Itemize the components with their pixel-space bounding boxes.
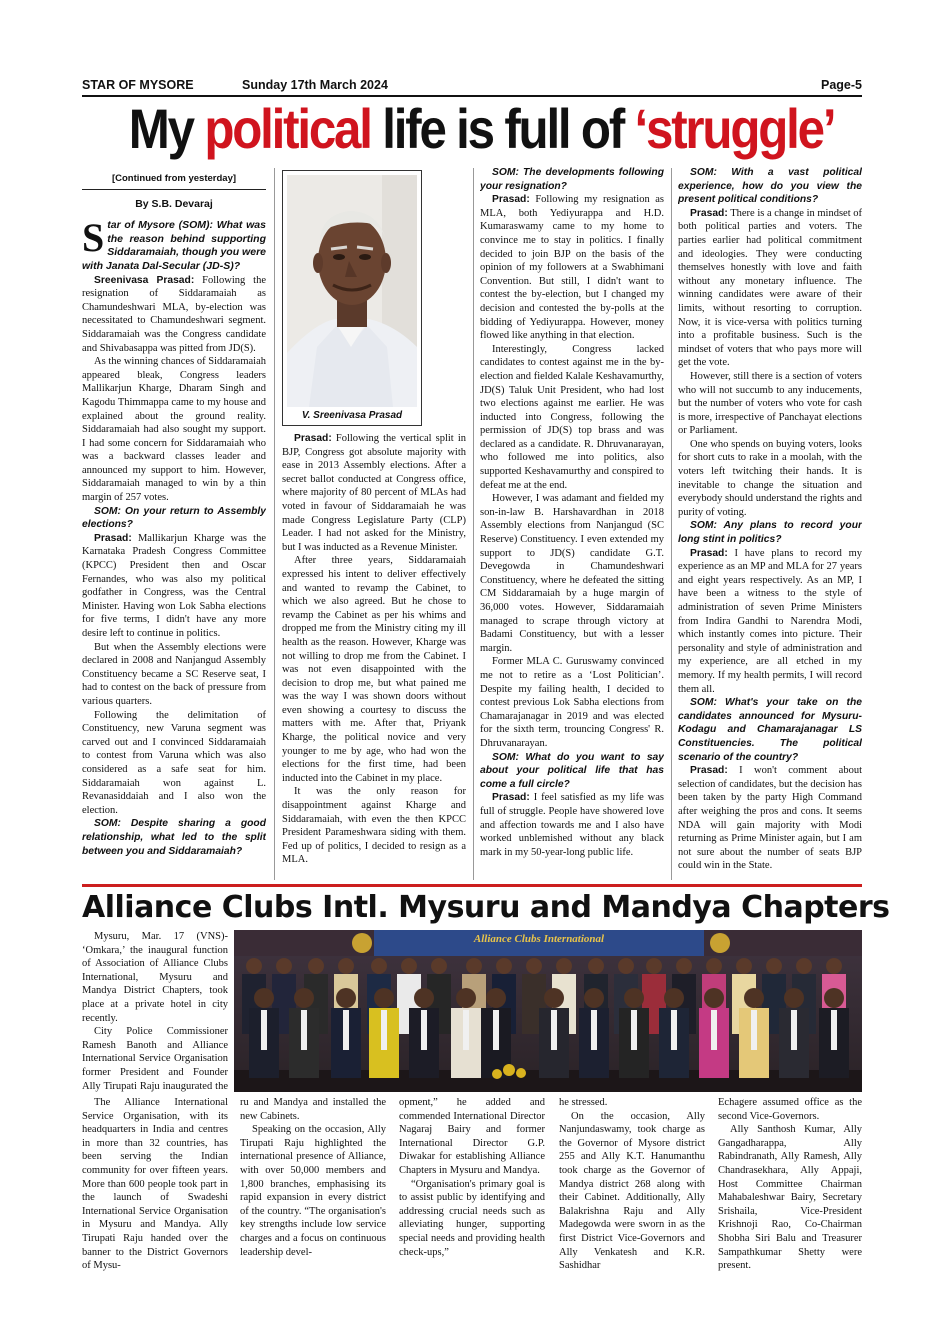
interview-question: SOM: What's your take on the candidates announced for Mysuru-Kodagu and Chamarajanagar LS Constituencies. The political scenario of the country? [678, 697, 862, 763]
person-head [431, 958, 447, 974]
banner-text: Alliance Clubs International [473, 933, 605, 945]
paragraph-text: Interestingly, Congress lacked candidates to contest against me in the by-election and fielded Kalale Keshavamurthy, JD(S) Taluk Unit President, who had lost two elections against me earlier. He was inducted into Congress, following the permission of JD(S) top brass and was declared as a candidate. R. Dhruvanarayan, who followed me into politics, also supported Keshavamurthy and conspired to defeat me at the end. [480, 343, 664, 491]
person-head [371, 958, 387, 974]
person-head [456, 988, 476, 1008]
person-head [544, 988, 564, 1008]
story2-column-5-body [718, 1096, 862, 1273]
paragraph: ru and Mandya and installed the new Cabinets. [240, 1097, 386, 1122]
paragraph: On the occasion, Ally Nanjundaswamy, took charge as the Governor of Mysore district 255 and Ally K.T. Hanumanthu took charge as the Governor of Mandya district 268 along with their Cabinet. Additionally, Ally Balakrishna Raju and Ally Madegowda were sworn in as the first District Vice-Governors and Ally Venkatesh and K.R. Sashidhar [559, 1110, 705, 1272]
column-rule [473, 168, 474, 880]
paragraph-text: But when the Assembly elections were declared in 2008 and Nanjangud Assembly Constituency became a SC Reserve seat, I had to contest on the back of pressure from various quarters. [82, 641, 266, 707]
main-headline [128, 96, 835, 162]
paragraph-text: One who spends on buying voters, looks for short cuts to rake in a moolah, with the voters left twitching their hands. It is inevitable to change the situation and everybody should understand the rights and purity of voting. [678, 438, 862, 518]
person-head [556, 958, 572, 974]
speaker-label: Prasad: [492, 792, 530, 804]
person-head [294, 988, 314, 1008]
person-head [308, 958, 324, 974]
shawl [301, 1010, 307, 1050]
article-column-4 [678, 166, 862, 884]
person-head [246, 958, 262, 974]
story2-column-1-cont [82, 1096, 228, 1276]
person-head [466, 958, 482, 974]
paragraph [82, 817, 266, 858]
section-divider [82, 884, 862, 887]
person-head [584, 988, 604, 1008]
paragraph [82, 709, 266, 818]
paragraph: Speaking on the occasion, Ally Tirupati Raju highlighted the international presence of Alliance, with over 50,000 members and 1,800 branches, emphasising its rapid expansion in every district of the country. “The organisation's key strengths include low service charges and a focus on continuous leadership devel- [240, 1124, 386, 1258]
person-head [826, 958, 842, 974]
shawl [421, 1010, 427, 1050]
story2-column-3-body [399, 1096, 545, 1259]
speaker-label: Prasad: [690, 207, 728, 219]
paragraph: City Police Commissioner Ramesh Banoth and Alliance International Service Organisation former President and Founder Ally Tirupati Raju inaugurated the [82, 1026, 228, 1092]
speaker-label: Prasad: [690, 547, 728, 559]
photo-caption: V. Sreenivasa Prasad [301, 410, 403, 421]
person-head [736, 958, 752, 974]
person-head [338, 958, 354, 974]
shawl [343, 1010, 349, 1050]
story2-column-2 [240, 1096, 386, 1276]
article-column-1 [82, 164, 266, 882]
paragraph [678, 438, 862, 520]
shawl [591, 1010, 597, 1050]
person-head [646, 958, 662, 974]
paragraph-text: After three years, Siddaramaiah expressed his intent to deliver effectively and wanted to revamp the Cabinet, to which we also agreed. But he chose to revamp the Cabinet as per his whims and dropped me from the Ministry citing my ill health as the reason. However, Kharge was not willing to drop me from the Cabinet. I was not even disappointed with the decision to drop me, but what pained me was the way I was shown doors without even showing a courtesy to discuss the matters with me. After that, Priyank Kharge, the political novice and very younger to me by age, who had won the elections for the first time, had been inducted into the Cabinet in my place. [282, 555, 466, 784]
paragraph-text: As the winning chances of Siddaramaiah appeared bleak, Congress leaders Mallikarjun Kharge, Dharam Singh and Kagodu Thimmappa came to my house and explained about the ground reality. Siddaramaiah had also sought my support. I had some concern for Siddaramaiah who was a backward classes leader and announced my support to him. However, Siddaramaiah managed to win by a thin margin of 257 votes. [82, 356, 266, 504]
column-2-body [282, 432, 466, 867]
headline-red1: political [204, 97, 371, 160]
person-head [618, 958, 634, 974]
continued-note: [Continued from yesterday] [82, 164, 266, 190]
story2-column-1-body [82, 930, 228, 1092]
dropcap: S [82, 215, 105, 261]
paragraph-text: Following the resignation of Siddaramaiah as Chamundeshwari MLA, by-election was necessitated to Chamundeshwari segment. Siddaramaiah was the Congress candidate and Shivabasappa was pitted from JD(S). [82, 274, 266, 354]
person-head [744, 988, 764, 1008]
person-head [401, 958, 417, 974]
shawl [463, 1010, 469, 1050]
shawl [631, 1010, 637, 1050]
shawl [551, 1010, 557, 1050]
group-photo [234, 930, 862, 1092]
paragraph: “Organisation's primary goal is to assist public by identifying and addressing crucial needs such as alleviating hunger, supporting special needs and providing health check-ups,” [399, 1178, 545, 1258]
shawl [711, 1010, 717, 1050]
paragraph: opment,” he added and commended International Director Nagaraj Bairy and former International Director G.P. Diwakar for establishing Alliance Chapters in Mysuru and Mandya. [399, 1097, 545, 1176]
interview-question: SOM: On your return to Assembly elections? [82, 505, 266, 531]
headline-red2: ‘struggle’ [634, 97, 835, 160]
speaker-label: Prasad: [690, 765, 728, 777]
interview-question: SOM: The developments following your resignation? [480, 167, 664, 192]
paragraph [678, 764, 862, 873]
person-head [706, 958, 722, 974]
person-head [624, 988, 644, 1008]
shawl [751, 1010, 757, 1050]
person-head [784, 988, 804, 1008]
paragraph: The Alliance International Service Organisation, with its headquarters in India and centres in more than 32 countries, has been serving the Indian community for over fifteen years. More than 600 people took part in the launch of Swadeshi International Service Organisation in Mysuru and Mandya. Ally Tirupati Raju handed over the banner to the District Governors of Mysu- [82, 1097, 228, 1272]
paragraph-text: Following the delimitation of Constituency, new Varuna segment was carved out and I convinced Siddaramaiah to contest from Varuna which was also considered as a safe seat for him. Siddaramaiah won against L. Revanasiddaiah and I also won the election. [82, 709, 266, 816]
paragraph [480, 751, 664, 792]
shawl [831, 1010, 837, 1050]
paragraph-text: Former MLA C. Guruswamy convinced me not to retire as a ‘Lost Politician’. Despite my failing health, I decided to contest previous Lok Sabha elections from Chamarajanagar in 2019 and was elected for the sixth term, trouncing Congress' R. Dhruvanarayan. [480, 656, 664, 749]
person-head [254, 988, 274, 1008]
masthead [82, 78, 862, 94]
paragraph [480, 343, 664, 493]
person-head [824, 988, 844, 1008]
person-head [796, 958, 812, 974]
person-head [664, 988, 684, 1008]
person-head [526, 958, 542, 974]
story2-column-2-body [240, 1096, 386, 1259]
column-4-body [678, 166, 862, 873]
paragraph [82, 532, 266, 641]
paragraph [678, 370, 862, 438]
paragraph: he stressed. [559, 1097, 608, 1108]
paragraph [82, 505, 266, 532]
person-head [766, 958, 782, 974]
interview-question: SOM: What do you want to say about your political life that has come a full circle? [480, 751, 664, 790]
portrait-photo [287, 175, 417, 407]
paragraph [678, 207, 862, 370]
paragraph-text: I have plans to record my experience as an MP and MLA for 27 years and eight years respectively. As an MP, I have been a witness to the style of administration of seven Prime Ministers from Indira Gandhi to Narendra Modi, which instantly comes into picture. Their personality and style of administration and my experience, are all etched in my memory. If my health permits, I will record them all. [678, 547, 862, 695]
paragraph [678, 547, 862, 697]
paragraph-text: There is a change in mindset of both political parties and voters. The parties earlier had political commitment and ideologies. They were conducting themselves honestly with love and faith without any monetary influence. The winning candidates were aware of their limits, without resorting to corruption. Now, it is vice-versa with politics turning into a profitable business. Such is the mindset of voters that who pays more will get the vote. [678, 207, 862, 369]
speaker-label: Prasad: [294, 433, 332, 444]
story2-column-4-body [559, 1096, 705, 1273]
column-rule [671, 168, 672, 880]
paragraph-text: I feel satisfied as my life was full of struggle. People have showered love and affection towards me and I also have worked unblemished without any black mark in my 50-year-long public life. [480, 792, 664, 858]
person-head [336, 988, 356, 1008]
headline-part2: life is full of [370, 97, 635, 160]
intro-question: tar of Mysore (SOM): What was the reason behind supporting Siddaramaiah, though you were with Janata Dal-Secular (JD-S)? [82, 219, 266, 272]
paragraph-text: It was the only reason for disappointment against Kharge and Siddaramaiah, with even the then KPCC President Parameshwara siding with them. Fed up of politics, I decided to resign as a MLA. [282, 786, 466, 866]
column-1-body [82, 274, 266, 859]
shawl [261, 1010, 267, 1050]
paper-name: STAR OF MYSORE [82, 78, 194, 92]
story2-column-5 [718, 1096, 862, 1276]
interview-question: SOM: With a vast political experience, how do you view the present political conditions? [678, 167, 862, 206]
paragraph-text: However, I was adamant and fielded my son-in-law B. Harshavardhan in 2018 Assembly elections from Nanjangud (SC Reserve) Constituency. I even extended my support to JD(S) candidate G.T. Devegowda in Chamundeshwari Constituency, where he defeated the sitting CM Siddaramaiah by a huge margin of 36,000 votes. However, Siddaramaiah managed to scrape through victory at Badami Constituency, but with a lesser margin. [480, 493, 664, 654]
person-head [496, 958, 512, 974]
headline-part1: My [128, 97, 205, 160]
shawl [493, 1010, 499, 1050]
person-head [588, 958, 604, 974]
paragraph [82, 641, 266, 709]
paragraph [282, 432, 466, 554]
issue-date: Sunday 17th March 2024 [242, 78, 388, 92]
interview-question: SOM: Any plans to record your long stint in politics? [678, 520, 862, 546]
page-number: Page-5 [821, 78, 862, 92]
paragraph-text: I won't comment about selection of candidates, but the decision has been taken by the party High Command after weighing the pros and cons. It seems NDA will gain majority with Modi returning as Prime Minister again, but I am not sure about the number of seats BJP could win in the State. [678, 765, 862, 872]
speaker-label: Prasad: [492, 194, 530, 206]
story2-column-4 [559, 1096, 705, 1276]
speaker-label: Sreenivasa Prasad: [94, 274, 195, 286]
person-head [414, 988, 434, 1008]
byline: By S.B. Devaraj [135, 197, 213, 210]
paragraph [282, 554, 466, 785]
person-head [374, 988, 394, 1008]
person-head [676, 958, 692, 974]
paragraph [82, 274, 266, 356]
story2-column-3 [399, 1096, 545, 1276]
paragraph [480, 655, 664, 750]
paragraph [480, 492, 664, 655]
story2-column-1 [82, 930, 228, 1092]
column-3-body [480, 166, 664, 859]
column-rule [274, 168, 275, 880]
paragraph-text: However, still there is a section of voters who will not succumb to any inducements, but the number of voters who vote for cash is more, irrespective of Panchayat elections or Parliament. [678, 370, 862, 437]
portrait-frame [282, 170, 422, 426]
paragraph [282, 785, 466, 867]
article-column-3 [480, 166, 664, 884]
shawl [381, 1010, 387, 1050]
shawl [671, 1010, 677, 1050]
paragraph [480, 166, 664, 193]
paragraph [678, 696, 862, 764]
person-head [486, 988, 506, 1008]
shawl [791, 1010, 797, 1050]
paragraph-text: Mallikarjun Kharge was the Karnataka Pradesh Congress Committee (KPCC) President then and Oscar Fernandes, who was also my political godfather in Congress, was the Central Minister. Having won Lok Sabha elections for five terms, I didn't have any more desire left to continue in politics. [82, 532, 266, 639]
paragraph: Echagere assumed office as the second Vice-Governors. [718, 1097, 862, 1122]
paragraph [678, 166, 862, 207]
paragraph: Mysuru, Mar. 17 (VNS)- ‘Omkara,’ the inaugural function of Association of Alliance Clubs International, Mysuru and Mandya District Chapters, took place at a private hotel in city recently. [82, 931, 228, 1024]
paragraph [480, 193, 664, 343]
paragraph [480, 791, 664, 859]
second-headline: Alliance Clubs Intl. Mysuru and Mandya Chapters [82, 890, 890, 925]
paragraph-text: Following my resignation as MLA, both Yediyurappa and H.D. Kumaraswamy came to my home to convince me to stay in politics. I finally decided to join BJP on the basis of the opinion of my followers at a Swabhimani Convention. But still, I didn't want to contest the by-election, but I changed my decision and contested the by-polls at the bidding of Yediyurappa. However, money flowed like anything in that election. [480, 194, 664, 342]
paragraph [82, 355, 266, 505]
interview-question: SOM: Despite sharing a good relationship, what led to the split between you and Siddaramaiah? [82, 818, 266, 857]
paragraph: Ally Santhosh Kumar, Ally Gangadharappa, Ally Rabindranath, Ally Ramesh, Ally Chandrasekhara, Ally Appaji, Host Committee Chairman Mahabaleshwar Bairy, Secretary Srishaila, Vice-President Krishnoji Rao, Co-Chairman Shobha Siri Balu and Treasurer Sampathkumar Shetty were present. [718, 1124, 862, 1272]
speaker-label: Prasad: [94, 532, 132, 544]
paragraph [678, 519, 862, 546]
person-head [276, 958, 292, 974]
paragraph-text: Following the vertical split in BJP, Congress got absolute majority with ease in 2013 Assembly elections. After a secret ballot conducted at Congress office, where majority of 80 percent of MLAs had voted in favour of Siddaramaiah he was made Congress Legislature Party (CLP) Leader. I had not asked for the Ministry, but I was inducted as a Revenue Minister. [282, 433, 466, 553]
person-head [704, 988, 724, 1008]
article-column-2 [282, 432, 466, 884]
